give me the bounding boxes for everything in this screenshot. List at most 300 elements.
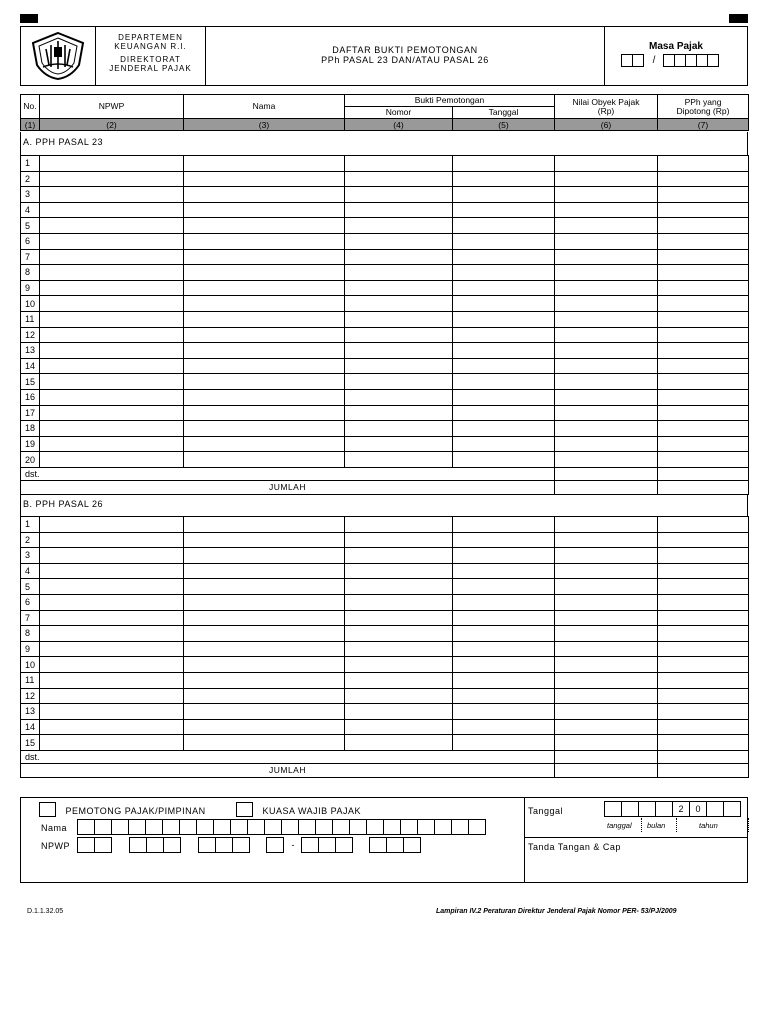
tanggal-cell[interactable] [453,532,555,548]
nama-cell[interactable] [184,280,345,296]
nilai-cell[interactable] [555,249,658,265]
tanggal-sublabel: tanggal [607,821,632,830]
pph-cell[interactable] [658,626,749,642]
npwp-cell[interactable] [40,610,184,626]
npwp-box[interactable] [163,837,181,853]
pph-cell[interactable] [658,735,749,751]
nilai-cell[interactable] [555,327,658,343]
jumlah-nilai-cell[interactable] [555,763,658,777]
npwp-cell[interactable] [40,358,184,374]
nama-box[interactable] [247,819,265,835]
tanggal-cell[interactable] [453,296,555,312]
npwp-cell[interactable] [40,579,184,595]
nama-cell[interactable] [184,265,345,281]
nama-cell[interactable] [184,532,345,548]
nomor-cell[interactable] [345,265,453,281]
dst-pph-cell[interactable] [658,750,749,763]
nomor-cell[interactable] [345,532,453,548]
nomor-cell[interactable] [345,249,453,265]
year-box-3[interactable] [706,801,724,817]
npwp-cell[interactable] [40,532,184,548]
section-b-table [20,516,749,778]
npwp-box[interactable] [232,837,250,853]
pph-cell[interactable] [658,421,749,437]
nomor-cell[interactable] [345,389,453,405]
nilai-cell[interactable] [555,517,658,533]
table-row [21,641,749,657]
nama-cell[interactable] [184,187,345,203]
tanggal-cell[interactable] [453,171,555,187]
pph-cell[interactable] [658,171,749,187]
nomor-cell[interactable] [345,610,453,626]
tanggal-cell[interactable] [453,187,555,203]
nama-cell[interactable] [184,218,345,234]
kuasa-checkbox[interactable] [236,802,253,817]
nilai-cell[interactable] [555,343,658,359]
npwp-box[interactable] [318,837,336,853]
nama-cell[interactable] [184,296,345,312]
pph-cell[interactable] [658,452,749,468]
nilai-cell[interactable] [555,436,658,452]
pph-cell[interactable] [658,311,749,327]
tanggal-cell[interactable] [453,452,555,468]
nama-cell[interactable] [184,688,345,704]
registration-mark-left [20,14,38,23]
npwp-box[interactable] [301,837,319,853]
pph-cell[interactable] [658,594,749,610]
npwp-cell[interactable] [40,389,184,405]
row-number: 16 [21,389,40,405]
table-row [21,156,749,172]
pph-cell[interactable] [658,156,749,172]
table-row [21,436,749,452]
npwp-box[interactable] [386,837,404,853]
tanggal-cell[interactable] [453,343,555,359]
nomor-cell[interactable] [345,517,453,533]
nama-cell[interactable] [184,657,345,673]
npwp-cell[interactable] [40,280,184,296]
nama-box[interactable] [434,819,452,835]
col-pph-header [658,95,749,119]
npwp-box[interactable] [129,837,147,853]
nomor-cell[interactable] [345,374,453,390]
nomor-cell[interactable] [345,594,453,610]
tanggal-cell[interactable] [453,389,555,405]
nama-cell[interactable] [184,610,345,626]
nomor-cell[interactable] [345,218,453,234]
nilai-cell[interactable] [555,171,658,187]
tanggal-cell[interactable] [453,688,555,704]
tanggal-cell[interactable] [453,626,555,642]
npwp-cell[interactable] [40,657,184,673]
nomor-cell[interactable] [345,548,453,564]
nama-cell[interactable] [184,563,345,579]
npwp-box[interactable] [266,837,284,853]
nama-cell[interactable] [184,517,345,533]
nama-cell[interactable] [184,389,345,405]
nama-box[interactable] [332,819,350,835]
npwp-cell[interactable] [40,311,184,327]
tanggal-cell[interactable] [453,641,555,657]
npwp-cell[interactable] [40,249,184,265]
npwp-cell[interactable] [40,672,184,688]
nama-box[interactable] [213,819,231,835]
table-row [21,735,749,751]
nomor-cell[interactable] [345,563,453,579]
nilai-cell[interactable] [555,358,658,374]
tanggal-cell[interactable] [453,202,555,218]
nomor-cell[interactable] [345,311,453,327]
nama-box[interactable] [400,819,418,835]
nomor-cell[interactable] [345,187,453,203]
pph-cell[interactable] [658,579,749,595]
nama-cell[interactable] [184,626,345,642]
pph-cell[interactable] [658,704,749,720]
table-row [21,374,749,390]
tanggal-cell[interactable] [453,265,555,281]
nilai-cell[interactable] [555,296,658,312]
nomor-cell[interactable] [345,343,453,359]
nilai-cell[interactable] [555,280,658,296]
nama-cell[interactable] [184,672,345,688]
month-box-2[interactable] [655,801,673,817]
tanggal-cell[interactable] [453,249,555,265]
nomor-cell[interactable] [345,688,453,704]
npwp-cell[interactable] [40,704,184,720]
pemotong-option[interactable] [39,801,206,819]
tanggal-cell[interactable] [453,327,555,343]
nama-box[interactable] [145,819,163,835]
npwp-cell[interactable] [40,374,184,390]
nilai-cell[interactable] [555,405,658,421]
pph-cell[interactable] [658,343,749,359]
nama-cell[interactable] [184,436,345,452]
form-title-line-1: DAFTAR BUKTI PEMOTONGAN [332,45,478,55]
nama-cell[interactable] [184,156,345,172]
nilai-cell[interactable] [555,532,658,548]
pph-cell[interactable] [658,389,749,405]
nama-box[interactable] [111,819,129,835]
nilai-cell[interactable] [555,672,658,688]
nilai-cell[interactable] [555,265,658,281]
nomor-cell[interactable] [345,626,453,642]
tanggal-cell[interactable] [453,657,555,673]
nama-box[interactable] [468,819,486,835]
pph-cell[interactable] [658,688,749,704]
npwp-box[interactable] [198,837,216,853]
year-box-2[interactable] [689,801,707,817]
npwp-cell[interactable] [40,719,184,735]
pph-cell[interactable] [658,719,749,735]
nomor-cell[interactable] [345,171,453,187]
nama-box[interactable] [128,819,146,835]
month-box-1[interactable] [638,801,656,817]
pph-cell[interactable] [658,374,749,390]
masa-year-box-5[interactable] [707,54,719,67]
tanggal-cell[interactable] [453,563,555,579]
nama-cell[interactable] [184,735,345,751]
nama-box[interactable] [349,819,367,835]
nama-box[interactable] [179,819,197,835]
nilai-cell[interactable] [555,421,658,437]
section-a-table [20,155,749,495]
nama-cell[interactable] [184,579,345,595]
pph-cell[interactable] [658,202,749,218]
nilai-cell[interactable] [555,187,658,203]
nama-cell[interactable] [184,202,345,218]
nomor-cell[interactable] [345,296,453,312]
pph-cell[interactable] [658,641,749,657]
nama-cell[interactable] [184,249,345,265]
pph-cell[interactable] [658,405,749,421]
nomor-cell[interactable] [345,719,453,735]
nilai-cell[interactable] [555,626,658,642]
row-number: 14 [21,719,40,735]
nilai-cell[interactable] [555,563,658,579]
nomor-cell[interactable] [345,452,453,468]
tanggal-cell[interactable] [453,672,555,688]
nomor-cell[interactable] [345,735,453,751]
nama-cell[interactable] [184,641,345,657]
row-number: 17 [21,405,40,421]
nama-box[interactable] [366,819,384,835]
npwp-cell[interactable] [40,421,184,437]
table-row [21,249,749,265]
nomor-cell[interactable] [345,405,453,421]
nama-cell[interactable] [184,421,345,437]
pph-cell[interactable] [658,657,749,673]
nilai-cell[interactable] [555,704,658,720]
tanggal-cell[interactable] [453,156,555,172]
nama-cell[interactable] [184,327,345,343]
nomor-cell[interactable] [345,436,453,452]
masa-pajak-label: Masa Pajak [649,41,703,52]
nama-cell[interactable] [184,343,345,359]
tanggal-cell[interactable] [453,374,555,390]
table-row [21,626,749,642]
nama-cell[interactable] [184,311,345,327]
npwp-cell[interactable] [40,688,184,704]
nilai-cell[interactable] [555,156,658,172]
npwp-cell[interactable] [40,156,184,172]
nilai-cell[interactable] [555,688,658,704]
tanggal-cell[interactable] [453,517,555,533]
day-box-2[interactable] [621,801,639,817]
dst-pph-cell[interactable] [658,467,749,480]
nomor-cell[interactable] [345,657,453,673]
tanggal-cell[interactable] [453,548,555,564]
pemotong-checkbox[interactable] [39,802,56,817]
nama-cell[interactable] [184,704,345,720]
nama-cell[interactable] [184,548,345,564]
nama-cell[interactable] [184,233,345,249]
nama-box[interactable] [281,819,299,835]
nilai-cell[interactable] [555,202,658,218]
npwp-box[interactable] [146,837,164,853]
nama-cell[interactable] [184,719,345,735]
nilai-cell[interactable] [555,233,658,249]
nomor-cell[interactable] [345,641,453,657]
npwp-cell[interactable] [40,296,184,312]
npwp-cell[interactable] [40,218,184,234]
dst-nilai-cell[interactable] [555,467,658,480]
tanggal-label: Tanggal [528,806,564,816]
nilai-cell[interactable] [555,389,658,405]
npwp-cell[interactable] [40,233,184,249]
nama-box[interactable] [264,819,282,835]
pph-cell[interactable] [658,187,749,203]
nilai-cell[interactable] [555,311,658,327]
npwp-cell[interactable] [40,187,184,203]
nomor-cell[interactable] [345,202,453,218]
day-box-1[interactable] [604,801,622,817]
npwp-cell[interactable] [40,436,184,452]
tanggal-cell[interactable] [453,421,555,437]
npwp-box[interactable] [94,837,112,853]
pph-cell[interactable] [658,280,749,296]
nama-box[interactable] [451,819,469,835]
jumlah-pph-cell[interactable] [658,480,749,494]
nilai-cell[interactable] [555,657,658,673]
nomor-cell[interactable] [345,156,453,172]
row-number: 9 [21,641,40,657]
pph-cell[interactable] [658,233,749,249]
nama-box[interactable] [196,819,214,835]
nilai-cell[interactable] [555,548,658,564]
nomor-cell[interactable] [345,327,453,343]
nama-box[interactable] [417,819,435,835]
row-number: 20 [21,452,40,468]
npwp-box[interactable] [335,837,353,853]
tanggal-cell[interactable] [453,594,555,610]
pph-cell[interactable] [658,327,749,343]
npwp-cell[interactable] [40,548,184,564]
masa-month-box-2[interactable] [632,54,644,67]
tanggal-cell[interactable] [453,719,555,735]
row-number: 2 [21,171,40,187]
npwp-cell[interactable] [40,405,184,421]
npwp-box[interactable] [215,837,233,853]
pph-cell[interactable] [658,249,749,265]
nama-cell[interactable] [184,358,345,374]
tanggal-cell[interactable] [453,704,555,720]
npwp-cell[interactable] [40,452,184,468]
nama-box[interactable] [94,819,112,835]
npwp-box[interactable] [403,837,421,853]
tanggal-cell[interactable] [453,610,555,626]
nama-cell[interactable] [184,171,345,187]
lampiran-note: Lampiran IV.2 Peraturan Direktur Jenderal Pajak Nomor PER- 53/PJ/2009 [436,908,677,915]
npwp-cell[interactable] [40,626,184,642]
nomor-cell[interactable] [345,704,453,720]
nama-box[interactable] [77,819,95,835]
nilai-cell[interactable] [555,719,658,735]
nilai-cell[interactable] [555,610,658,626]
npwp-cell[interactable] [40,327,184,343]
npwp-cell[interactable] [40,735,184,751]
tanggal-cell[interactable] [453,311,555,327]
npwp-cell[interactable] [40,265,184,281]
nomor-cell[interactable] [345,672,453,688]
npwp-cell[interactable] [40,517,184,533]
nilai-cell[interactable] [555,374,658,390]
pph-cell[interactable] [658,218,749,234]
jumlah-pph-cell[interactable] [658,763,749,777]
tanggal-cell[interactable] [453,358,555,374]
npwp-cell[interactable] [40,171,184,187]
nama-box[interactable] [298,819,316,835]
dept-line-1: DEPARTEMEN [118,33,183,42]
nama-cell[interactable] [184,452,345,468]
row-number: 5 [21,579,40,595]
nilai-cell[interactable] [555,641,658,657]
tanggal-cell[interactable] [453,436,555,452]
pph-cell[interactable] [658,358,749,374]
pph-cell[interactable] [658,517,749,533]
npwp-cell[interactable] [40,594,184,610]
nomor-cell[interactable] [345,579,453,595]
nama-cell[interactable] [184,374,345,390]
nilai-cell[interactable] [555,594,658,610]
form-header [20,26,748,86]
nilai-cell[interactable] [555,735,658,751]
pph-cell[interactable] [658,672,749,688]
npwp-box[interactable] [369,837,387,853]
pph-cell[interactable] [658,610,749,626]
pph-cell[interactable] [658,532,749,548]
nilai-cell[interactable] [555,579,658,595]
nama-box[interactable] [315,819,333,835]
jumlah-nilai-cell[interactable] [555,480,658,494]
tanggal-cell[interactable] [453,280,555,296]
nama-box[interactable] [383,819,401,835]
pph-cell[interactable] [658,563,749,579]
pph-cell[interactable] [658,436,749,452]
year-box-4[interactable] [723,801,741,817]
npwp-box[interactable] [77,837,95,853]
year-box-1[interactable] [672,801,690,817]
nama-cell[interactable] [184,594,345,610]
pph-cell[interactable] [658,265,749,281]
nomor-cell[interactable] [345,280,453,296]
nama-box[interactable] [230,819,248,835]
tanggal-cell[interactable] [453,579,555,595]
table-row [21,358,749,374]
nilai-cell[interactable] [555,452,658,468]
nomor-cell[interactable] [345,358,453,374]
col-pph-line-2: Dipotong (Rp) [676,105,730,116]
jumlah-label: JUMLAH [21,763,555,777]
pph-cell[interactable] [658,296,749,312]
npwp-cell[interactable] [40,563,184,579]
nama-cell[interactable] [184,405,345,421]
tanggal-cell[interactable] [453,233,555,249]
tanggal-cell[interactable] [453,218,555,234]
npwp-cell[interactable] [40,343,184,359]
pph-cell[interactable] [658,548,749,564]
table-row [21,579,749,595]
nama-box[interactable] [162,819,180,835]
nomor-cell[interactable] [345,233,453,249]
nilai-cell[interactable] [555,218,658,234]
kuasa-option[interactable] [236,801,361,819]
tanggal-cell[interactable] [453,735,555,751]
nomor-cell[interactable] [345,421,453,437]
npwp-cell[interactable] [40,202,184,218]
tanggal-cell[interactable] [453,405,555,421]
dst-nilai-cell[interactable] [555,750,658,763]
npwp-cell[interactable] [40,641,184,657]
